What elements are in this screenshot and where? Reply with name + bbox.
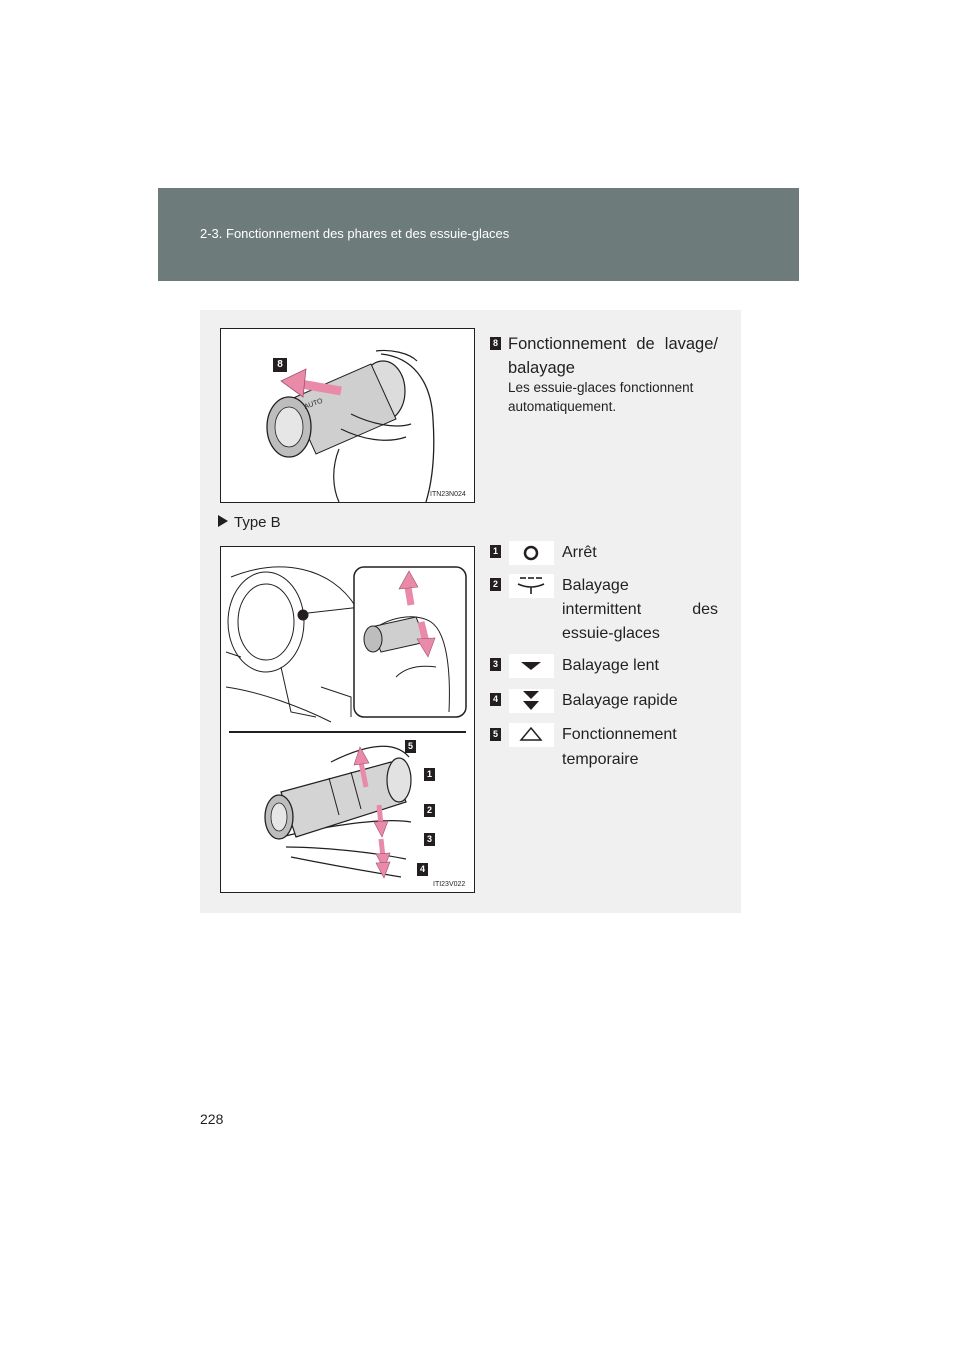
intermittent-wiper-icon (509, 574, 554, 598)
wiper-lever-illustration (220, 546, 475, 893)
mode-label-temporary-1: Fonctionnement (562, 726, 677, 743)
mode-badge-4: 4 (490, 693, 501, 706)
wash-step-description: Les essuie-glaces fonctionnent automatiquement. (508, 380, 694, 414)
type-b-label (218, 514, 281, 531)
wash-step-badge: 8 (490, 337, 501, 350)
triangle-bullet-icon (218, 515, 228, 527)
figure-badge-1: 1 (424, 768, 435, 781)
mode-badge-3: 3 (490, 658, 501, 671)
svg-text:AUTO: AUTO (303, 397, 324, 411)
mode-badge-1: 1 (490, 545, 501, 558)
figure-badge-3: 3 (424, 833, 435, 846)
type-b-text: Type B (234, 514, 281, 531)
figure-badge-2: 2 (424, 804, 435, 817)
mode-label-intermittent-2: intermittent des (562, 601, 718, 618)
single-chevron-down-icon (509, 654, 554, 678)
mode-label-slow: Balayage lent (562, 657, 659, 674)
mode-badge-5: 5 (490, 728, 501, 741)
mode-label-temporary-2: temporaire (562, 751, 639, 768)
figure-code: ITN23N024 (430, 491, 466, 498)
wash-lever-illustration (220, 328, 475, 503)
mode-badge-2: 2 (490, 578, 501, 591)
step-badge-8: 8 (273, 358, 287, 372)
hollow-triangle-up-icon (509, 723, 554, 747)
double-chevron-down-icon (509, 689, 554, 713)
figure-badge-5: 5 (405, 740, 416, 753)
section-header (158, 188, 799, 281)
figure-code: ITI23V022 (433, 881, 466, 888)
wash-step-title: Fonctionnement de lavage/ balayage (508, 335, 718, 377)
figure-badge-4: 4 (417, 863, 428, 876)
mode-label-fast: Balayage rapide (562, 692, 678, 709)
mode-label-off: Arrêt (562, 544, 597, 561)
page-number: 228 (200, 1111, 224, 1127)
ring-icon (509, 541, 554, 565)
mode-label-intermittent-3: essuie-glaces (562, 625, 660, 642)
mode-label-intermittent-1: Balayage (562, 577, 629, 594)
section-title: 2-3. Fonctionnement des phares et des essuie-glaces (200, 226, 510, 241)
